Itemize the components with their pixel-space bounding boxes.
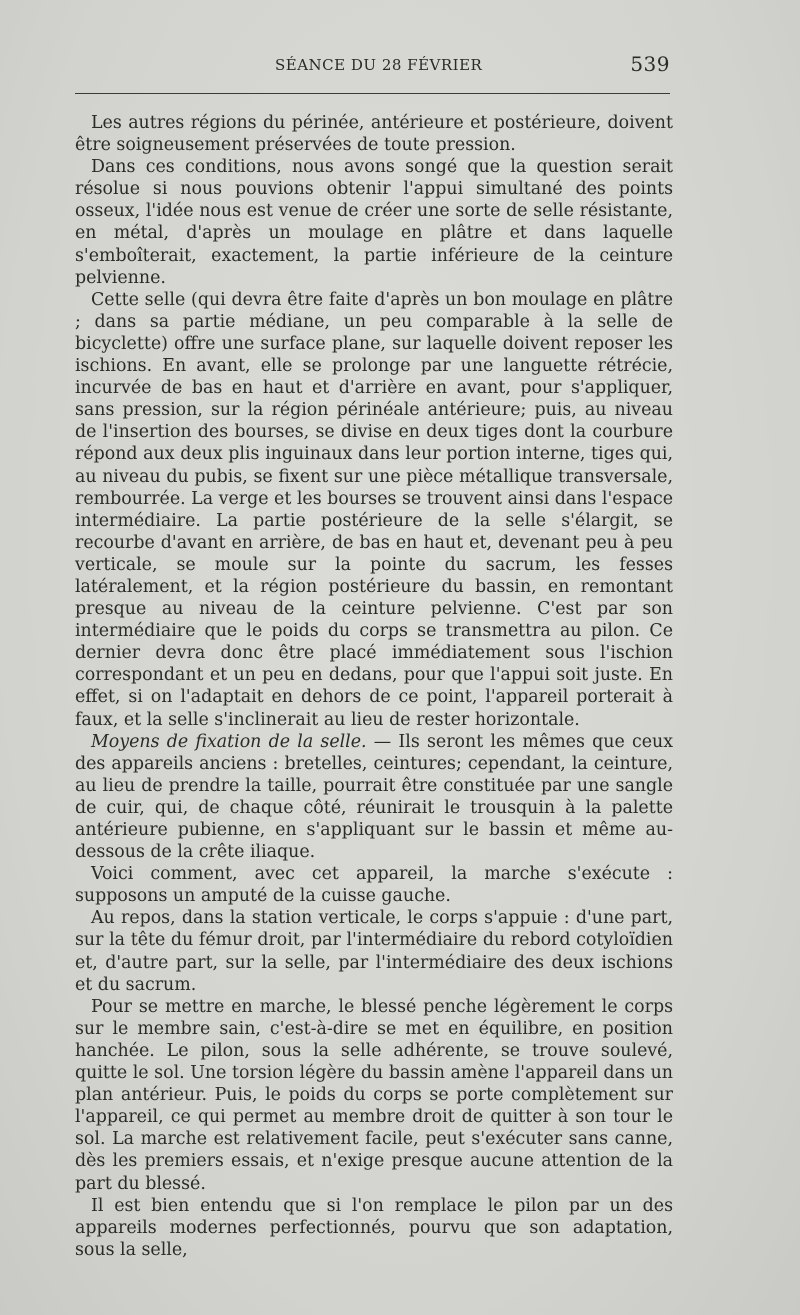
paragraph: Les autres régions du périnée, antérieure et postérieure, doivent être soigneusement préservées de toute pression. (75, 113, 673, 156)
paragraph: Il est bien entendu que si l'on remplace le pilon par un des appareils modernes perfectionnés, pourvu que son adaptation, sous la selle, (75, 1195, 673, 1260)
page-number: 539 (630, 52, 670, 76)
body-text (75, 112, 673, 1261)
section-heading: Moyens de fixation de la selle. (91, 731, 367, 752)
paragraph: Pour se mettre en marche, le blessé penche légèrement le corps sur le membre sain, c'est-à-dire se met en équilibre, en position hanchée. Le pilon, sous la selle adhérente, se trouve soulevé, quitte le sol. Une torsion légère du bassin amène l'appareil dans un plan antérieur. Puis, le poids du corps se porte complètement sur l'appareil, ce qui permet au membre droit de quitter à son tour le sol. La marche est relativement facile, peut s'exécuter sans canne, dès les premiers essais, et n'exige presque aucune attention de la part du blessé. (75, 996, 673, 1194)
header-rule (75, 93, 670, 94)
paragraph: Dans ces conditions, nous avons songé que la question serait résolue si nous pouvions obtenir l'appui simultané des points osseux, l'idée nous est venue de créer une sorte de selle résistante, en métal, d'après un moulage en plâtre et dans laquelle s'emboîterait, exactement, la partie inférieure de la ceinture pelvienne. (75, 157, 673, 288)
paragraph-text: — Ils seront les mêmes que ceux des appareils anciens : bretelles, ceintures; cependant, la ceinture, au lieu de prendre la taille, pourrait être constituée par une sangle de cuir, qui, de chaque côté, réunirait le trousquin à la palette antérieure pubienne, en s'appliquant sur le bassin et même au-dessous de la crête iliaque. (75, 731, 674, 863)
running-title: SÉANCE DU 28 FÉVRIER (275, 56, 483, 74)
paragraph: Voici comment, avec cet appareil, la marche s'exécute : supposons un amputé de la cuisse gauche. (75, 864, 673, 907)
running-header (75, 52, 670, 80)
paragraph-fixation (75, 731, 673, 864)
paragraph: Au repos, dans la station verticale, le corps s'appuie : d'une part, sur la tête du fémur droit, par l'intermédiaire du rebord cotyloïdien et, d'autre part, sur la selle, par l'intermédiaire des deux ischions et du sacrum. (75, 908, 673, 995)
paragraph: Cette selle (qui devra être faite d'après un bon moulage en plâtre ; dans sa partie médiane, un peu comparable à la selle de bicyclette) offre une surface plane, sur laquelle doivent reposer les ischions. En avant, elle se prolonge par une languette rétrécie, incurvée de bas en haut et d'arrière en avant, pour s'appliquer, sans pression, sur la région périnéale antérieure; puis, au niveau de l'insertion des bourses, se divise en deux tiges dont la courbure répond aux deux plis inguinaux dans leur portion interne, tiges qui, au niveau du pubis, se fixent sur une pièce métallique transversale, rembourrée. La verge et les bourses se trouvent ainsi dans l'espace intermédiaire. La partie postérieure de la selle s'élargit, se recourbe d'avant en arrière, de bas en haut et, devenant peu à peu verticale, se moule sur la pointe du sacrum, les fesses latéralement, et la région postérieure du bassin, en remontant presque au niveau de la ceinture pelvienne. C'est par son intermédiaire que le poids du corps se transmettra au pilon. Ce dernier devra donc être placé immédiatement sous l'ischion correspondant et un peu en dedans, pour que l'appui soit juste. En effet, si on l'adaptait en dehors de ce point, l'appareil porterait à faux, et la selle s'inclinerait au lieu de rester horizontale. (75, 289, 673, 730)
